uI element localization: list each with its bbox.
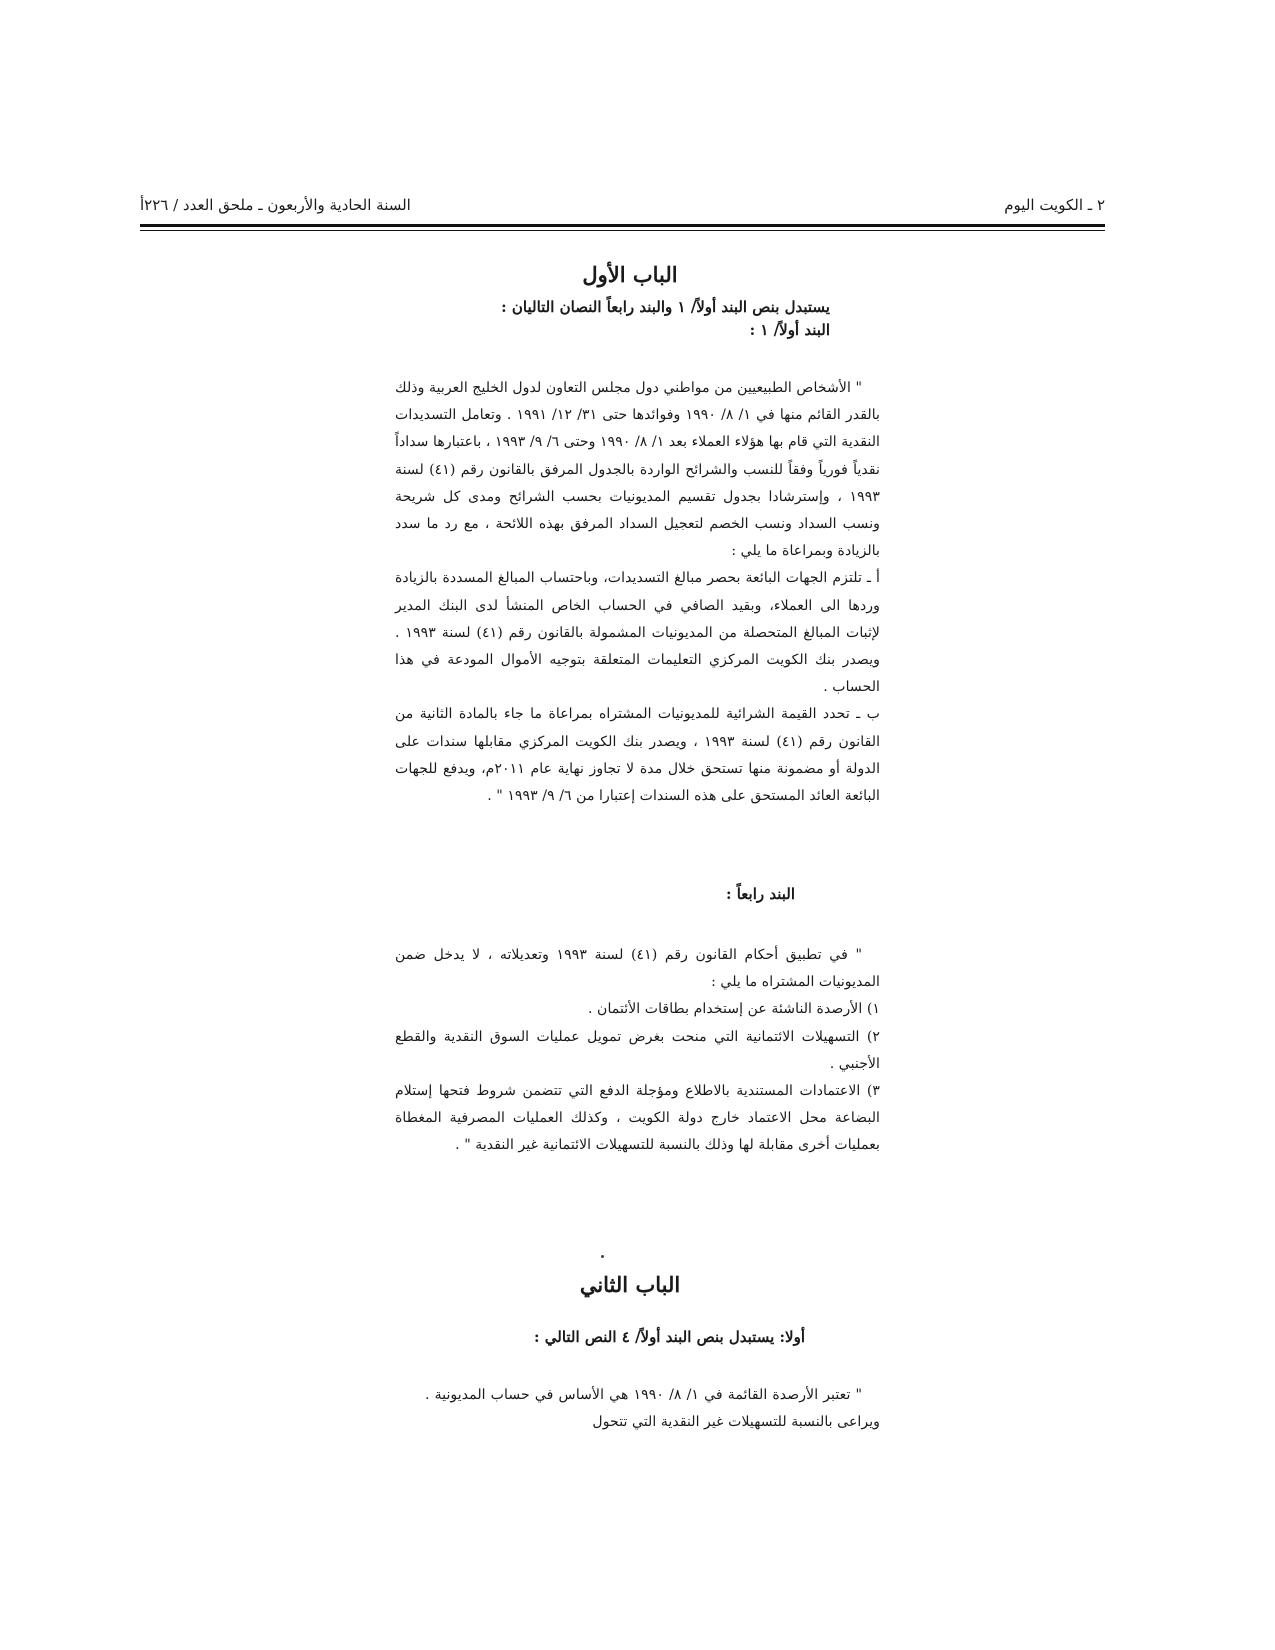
clause-four-text: " في تطبيق أحكام القانون رقم (٤١) لسنة ١٩٩٣ وتعديلاته ، لا يدخل ضمن المديونيات المشتراه ما يلي : [395,947,880,991]
header-page-title: ٢ ـ الكويت اليوم [1004,196,1105,214]
clause-one-text: " الأشخاص الطبيعيين من مواطني دول مجلس التعاون لدول الخليج العربية وذلك بالقدر القائم منها في ١/ ٨/ ١٩٩٠ وفوائدها حتى ٣١/ ١٢/ ١٩٩١ . وتعامل التسديدات النقدية التي قام بها هؤلاء العملاء بعد ١/ ٨/ ١٩٩٠ وحتى ٦/ ٩/ ١٩٩٣ ، باعتبارها سداداً نقدياً فورياً وفقاً للنسب والشرائح الواردة بالجدول المرفق بالقانون رقم (٤١) لسنة ١٩٩٣ ، وإسترشادا بجدول تقسيم المديونيات بحسب الشرائح ومدى كل شريحة ونسب السداد ونسب الخصم لتعجيل السداد المرفق بهذه اللائحة ، مع رد ما سدد بالزيادة وبمراعاة ما يلي : [395,380,881,560]
clause-one-body [395,375,880,810]
section-dot [601,1255,604,1258]
clause-one-label: البند أولاً/ ١ : [749,321,830,339]
part-one-title: الباب الأول [582,262,678,287]
clause-four-item: ٣) الاعتمادات المستندية بالاطلاع ومؤجلة الدفع التي تتضمن شروط فتحها إستلام البضاعة محل الاعتماد خارج دولة الكويت ، وكذلك العمليات المصرفية المغطاة بعمليات أخرى مقابلة لها وذلك بالنسبة للتسهيلات الائتمانية غير النقدية " . [395,1083,880,1154]
header-rule-thin [140,230,1105,231]
header-rule-thick [140,224,1105,227]
header-issue-info: السنة الحادية والأربعون ـ ملحق العدد / ٢٢٦أ [140,196,411,214]
part-two-intro: أولا: يستبدل بنص البند أولاً/ ٤ النص التالي : [533,1328,805,1346]
clause-one-item-a: أ ـ تلتزم الجهات البائعة بحصر مبالغ التسديدات، وباحتساب المبالغ المسددة بالزيادة وردها الى العملاء، وبقيد الصافي في الحساب الخاص المنشأ لدى البنك المدير لإثبات المبالغ المتحصلة من المديونيات المشمولة بالقانون رقم (٤١) لسنة ١٩٩٣ . ويصدر بنك الكويت المركزي التعليمات المتعلقة بتوجيه الأموال المودعة في هذا الحساب . [395,570,880,696]
part-two-title: الباب الثاني [579,1272,681,1297]
clause-four-item: ٢) التسهيلات الائتمانية التي منحت بغرض تمويل عمليات السوق النقدية والقطع الأجنبي . [395,1028,880,1072]
clause-four-body [395,942,880,1160]
clause-one-item-b: ب ـ تحدد القيمة الشرائية للمديونيات المشتراه بمراعاة ما جاء بالمادة الثانية من القانون رقم (٤١) لسنة ١٩٩٣ ، ويصدر بنك الكويت المركزي مقابلها سندات على الدولة أو مضمونة منها تستحق خلال مدة لا تجاوز نهاية عام ٢٠١١م، ويدفع للجهات البائعة العائد المستحق على هذه السندات إعتبارا من ٦/ ٩/ ١٩٩٣ " . [395,706,881,805]
part-two-text: " تعتبر الأرصدة القائمة في ١/ ٨/ ١٩٩٠ هي الأساس في حساب المديونية . ويراعى بالنسبة للتسهيلات غير النقدية التي تتحول [425,1387,880,1431]
clause-four-label: البند رابعاً : [725,885,795,903]
part-one-intro: يستبدل بنص البند أولاً/ ١ والبند رابعاً النصان التاليان : [501,298,830,316]
part-two-body [425,1382,880,1436]
running-header [140,196,1105,222]
clause-four-item: ١) الأرصدة الناشئة عن إستخدام بطاقات الأئتمان . [588,1001,880,1018]
